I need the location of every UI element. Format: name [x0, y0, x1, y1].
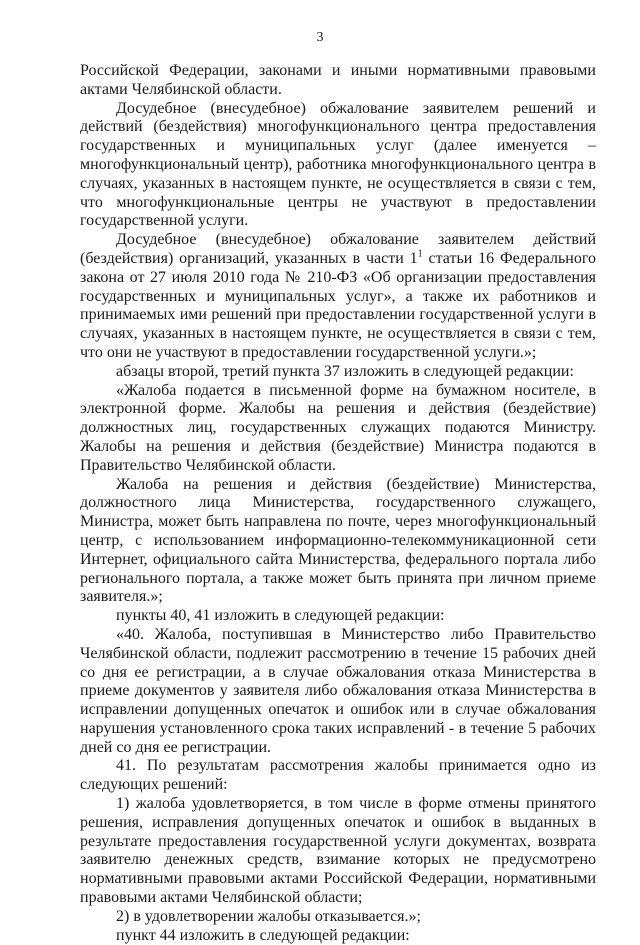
paragraph-3-text-before: Досудебное (внесудебное) обжалование заявителем действий (бездействия) организаций, указанных в части 1 — [80, 231, 596, 267]
superscript-mark: 1 — [417, 248, 423, 260]
paragraph-8: «40. Жалоба, поступившая в Министерство либо Правительство Челябинской области, подлежит рассмотрению в течение 15 рабочих дней со дня ее регистрации, а в случае обжалования отказа Министерства в приеме документов у заявителя либо обжалования отказа Министерства в исправлении допущенных опечаток и ошибок или в случае обжалования нарушения установленного срока таких исправлений - в течение 5 рабочих дней со дня ее регистрации. — [80, 625, 596, 756]
paragraph-9: 41. По результатам рассмотрения жалобы принимается одно из следующих решений: — [80, 757, 596, 794]
paragraph-10: 1) жалоба удовлетворяется, в том числе в форме отмены принятого решения, исправления допущенных опечаток и ошибок в выданных в результате предоставления государственной услуги документах, возврата заявителю денежных средств, взимание которых не предусмотрено нормативными правовыми актами Российской Федерации, нормативными правовыми актами Челябинской области; — [80, 795, 596, 907]
paragraph-11: 2) в удовлетворении жалобы отказывается.»; — [116, 907, 421, 925]
paragraph-7: пункты 40, 41 изложить в следующей редакции: — [116, 607, 445, 625]
page-number: 3 — [316, 30, 324, 45]
paragraph-6: Жалоба на решения и действия (бездействие) Министерства, должностного лица Министерства, государственного служащего, Министра, может быть направлена по почте, через многофункциональный центр, с использованием информационно-телекоммуникационной сети Интернет, официального сайта Министерства, федерального портала либо регионального портала, а также может быть принята при личном приеме заявителя.»; — [80, 475, 596, 606]
paragraph-3-text-after: статьи 16 Федерального закона от 27 июля 2010 года № 210-ФЗ «Об организации предоставления государственных и муниципальных услуг», а также их работников и принимаемых ими решений при предоставлении государственной услуги в случаях, указанных в настоящем пункте, не осуществляется в связи с тем, что они не участвуют в предоставлении государственной услуги.»; — [80, 249, 596, 361]
paragraph-3 — [80, 231, 596, 363]
paragraph-4: абзацы второй, третий пункта 37 изложить в следующей редакции: — [116, 362, 574, 380]
paragraph-1: Российской Федерации, законами и иными нормативными правовыми актами Челябинской области. — [80, 62, 596, 98]
paragraph-12: пункт 44 изложить в следующей редакции: — [116, 926, 410, 944]
paragraph-5: «Жалоба подается в письменной форме на бумажном носителе, в электронной форме. Жалобы на решения и действия (бездействие) должностных лиц, государственных служащих подаются Министру. Жалобы на решения и действия (бездействие) Министра подаются в Правительство Челябинской области. — [80, 381, 596, 474]
paragraph-2: Досудебное (внесудебное) обжалование заявителем решений и действий (бездействия) многофункционального центра предоставления государственных и муниципальных услуг (далее именуется – многофункциональный центр), работника многофункционального центра в случаях, указанных в настоящем пункте, не осуществляется в связи с тем, что многофункциональные центры не участвуют в предоставлении государственной услуги. — [80, 99, 596, 230]
document-body — [80, 62, 596, 945]
